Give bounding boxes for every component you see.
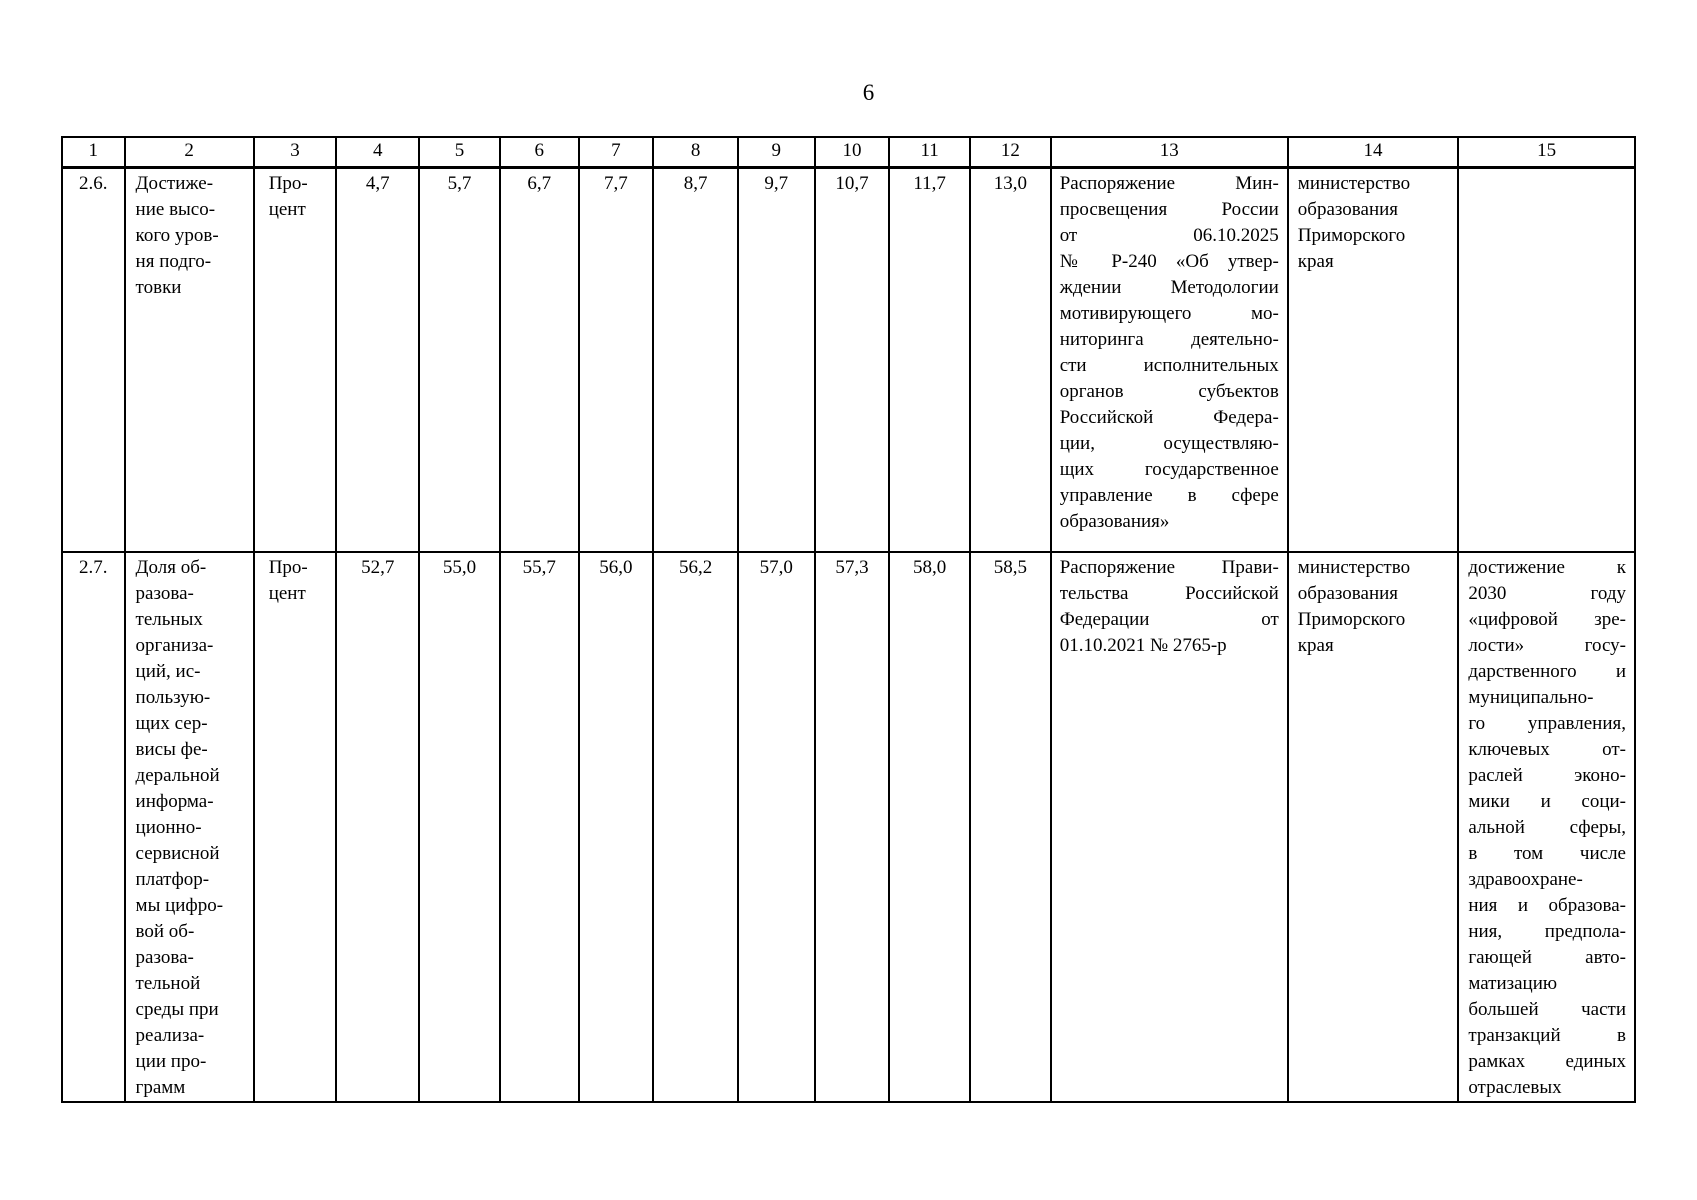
note bbox=[1458, 552, 1635, 1102]
text-line: управление в сфере bbox=[1059, 485, 1279, 506]
row-number: 2.6. bbox=[62, 168, 125, 553]
text-line: министерство bbox=[1297, 557, 1411, 578]
text-line: Российской Федера- bbox=[1059, 407, 1279, 428]
value-cell: 56,0 bbox=[579, 552, 654, 1102]
text-line: кого уров- bbox=[135, 225, 219, 246]
text-line: ционно- bbox=[135, 817, 202, 838]
value-cell: 6,7 bbox=[500, 168, 579, 553]
column-number-13: 13 bbox=[1051, 137, 1288, 168]
text-line: платфор- bbox=[135, 869, 210, 890]
column-number-3: 3 bbox=[254, 137, 337, 168]
text-line: гающей авто- bbox=[1468, 947, 1626, 968]
text-line: ниторинга деятельно- bbox=[1059, 329, 1279, 350]
text-line: ния и образова- bbox=[1468, 895, 1626, 916]
value-cell: 8,7 bbox=[653, 168, 738, 553]
text-line: достижение к bbox=[1468, 557, 1626, 578]
text-line: альной сферы, bbox=[1468, 817, 1626, 838]
text-line: товки bbox=[135, 277, 182, 298]
column-number-2: 2 bbox=[125, 137, 254, 168]
column-number-14: 14 bbox=[1288, 137, 1459, 168]
column-number-12: 12 bbox=[970, 137, 1051, 168]
column-number-5: 5 bbox=[419, 137, 500, 168]
value-cell: 57,0 bbox=[738, 552, 815, 1102]
text-line: тельства Российской bbox=[1059, 583, 1279, 604]
text-line: дарственного и bbox=[1468, 661, 1626, 682]
text-line: № Р-240 «Об утвер- bbox=[1059, 251, 1279, 272]
text-line: рамках единых bbox=[1468, 1051, 1626, 1072]
text-line: органов субъектов bbox=[1059, 381, 1279, 402]
text-line: 2030 году bbox=[1468, 583, 1626, 604]
text-line: транзакций в bbox=[1468, 1025, 1626, 1046]
column-number-15: 15 bbox=[1458, 137, 1635, 168]
text-line: края bbox=[1297, 251, 1334, 272]
responsible-body bbox=[1288, 168, 1459, 553]
text-line: мики и соци- bbox=[1468, 791, 1626, 812]
text-line: в том числе bbox=[1468, 843, 1626, 864]
text-line: матизацию bbox=[1468, 973, 1558, 994]
text-line: сервисной bbox=[135, 843, 220, 864]
text-line: ния, предпола- bbox=[1468, 921, 1626, 942]
text-line: среды при bbox=[135, 999, 219, 1020]
column-number-row bbox=[62, 137, 1635, 168]
text-line: образования bbox=[1297, 583, 1399, 604]
column-number-4: 4 bbox=[336, 137, 419, 168]
value-cell: 5,7 bbox=[419, 168, 500, 553]
text-line: образования» bbox=[1059, 511, 1170, 532]
text-line: деральной bbox=[135, 765, 220, 786]
text-line: разова- bbox=[135, 583, 194, 604]
text-line: висы фе- bbox=[135, 739, 208, 760]
text-line: организа- bbox=[135, 635, 214, 656]
indicator-name bbox=[125, 552, 254, 1102]
column-number-6: 6 bbox=[500, 137, 579, 168]
text-line: просвещения России bbox=[1059, 199, 1279, 220]
value-cell: 57,3 bbox=[815, 552, 890, 1102]
column-number-11: 11 bbox=[889, 137, 970, 168]
text-line: ции, осуществляю- bbox=[1059, 433, 1279, 454]
value-cell: 7,7 bbox=[579, 168, 654, 553]
text-line: ключевых от- bbox=[1468, 739, 1626, 760]
text-line: края bbox=[1297, 635, 1334, 656]
value-cell: 9,7 bbox=[738, 168, 815, 553]
text-line: ждении Методологии bbox=[1059, 277, 1279, 298]
text-line: Распоряжение Прави- bbox=[1059, 557, 1279, 578]
table-row bbox=[62, 552, 1635, 1102]
value-cell: 52,7 bbox=[336, 552, 419, 1102]
text-line: здравоохране- bbox=[1468, 869, 1583, 890]
text-line: образования bbox=[1297, 199, 1399, 220]
text-line: тельной bbox=[135, 973, 201, 994]
text-line: лости» госу- bbox=[1468, 635, 1626, 656]
text-line: пользую- bbox=[135, 687, 211, 708]
text-line: отраслевых bbox=[1468, 1077, 1562, 1098]
indicator-name bbox=[125, 168, 254, 553]
text-line: Приморского bbox=[1297, 609, 1406, 630]
text-line: цент bbox=[268, 583, 306, 604]
text-line: Федерации от bbox=[1059, 609, 1279, 630]
text-line: ции про- bbox=[135, 1051, 207, 1072]
text-line: большей части bbox=[1468, 999, 1626, 1020]
table-row bbox=[62, 168, 1635, 553]
value-cell: 4,7 bbox=[336, 168, 419, 553]
text-line: информа- bbox=[135, 791, 214, 812]
row-number: 2.7. bbox=[62, 552, 125, 1102]
value-cell: 11,7 bbox=[889, 168, 970, 553]
value-cell: 10,7 bbox=[815, 168, 890, 553]
text-line: реализа- bbox=[135, 1025, 205, 1046]
value-cell: 55,7 bbox=[500, 552, 579, 1102]
text-line: грамм bbox=[135, 1077, 186, 1098]
text-line: муниципально- bbox=[1468, 687, 1594, 708]
text-line: «цифровой зре- bbox=[1468, 609, 1626, 630]
responsible-body bbox=[1288, 552, 1459, 1102]
legal-basis bbox=[1051, 168, 1288, 553]
value-cell: 58,5 bbox=[970, 552, 1051, 1102]
text-line: щих сер- bbox=[135, 713, 208, 734]
text-line: Приморского bbox=[1297, 225, 1406, 246]
unit bbox=[254, 552, 337, 1102]
text-line: Достиже- bbox=[135, 173, 214, 194]
text-line: от 06.10.2025 bbox=[1059, 225, 1279, 246]
text-line: тельных bbox=[135, 609, 203, 630]
value-cell: 56,2 bbox=[653, 552, 738, 1102]
text-line: 01.10.2021 № 2765-р bbox=[1059, 635, 1227, 656]
text-line: Про- bbox=[268, 557, 308, 578]
column-number-1: 1 bbox=[62, 137, 125, 168]
text-line: сти исполнительных bbox=[1059, 355, 1279, 376]
text-line: ние высо- bbox=[135, 199, 216, 220]
value-cell: 13,0 bbox=[970, 168, 1051, 553]
text-line: министерство bbox=[1297, 173, 1411, 194]
text-line: ций, ис- bbox=[135, 661, 201, 682]
indicators-table bbox=[61, 136, 1636, 1103]
page-number: 6 bbox=[862, 80, 875, 105]
unit bbox=[254, 168, 337, 553]
text-line: цент bbox=[268, 199, 306, 220]
text-line: раслей эконо- bbox=[1468, 765, 1626, 786]
text-line: Распоряжение Мин- bbox=[1059, 173, 1279, 194]
text-line: разова- bbox=[135, 947, 194, 968]
column-number-10: 10 bbox=[815, 137, 890, 168]
column-number-7: 7 bbox=[579, 137, 654, 168]
text-line: мотивирующего мо- bbox=[1059, 303, 1279, 324]
legal-basis bbox=[1051, 552, 1288, 1102]
text-line: ня подго- bbox=[135, 251, 212, 272]
text-line: мы цифро- bbox=[135, 895, 224, 916]
text-line: Доля об- bbox=[135, 557, 207, 578]
note bbox=[1458, 168, 1635, 553]
text-line: вой об- bbox=[135, 921, 195, 942]
column-number-8: 8 bbox=[653, 137, 738, 168]
text-line: щих государственное bbox=[1059, 459, 1279, 480]
column-number-9: 9 bbox=[738, 137, 815, 168]
value-cell: 55,0 bbox=[419, 552, 500, 1102]
text-line: Про- bbox=[268, 173, 308, 194]
value-cell: 58,0 bbox=[889, 552, 970, 1102]
text-line: го управления, bbox=[1468, 713, 1626, 734]
